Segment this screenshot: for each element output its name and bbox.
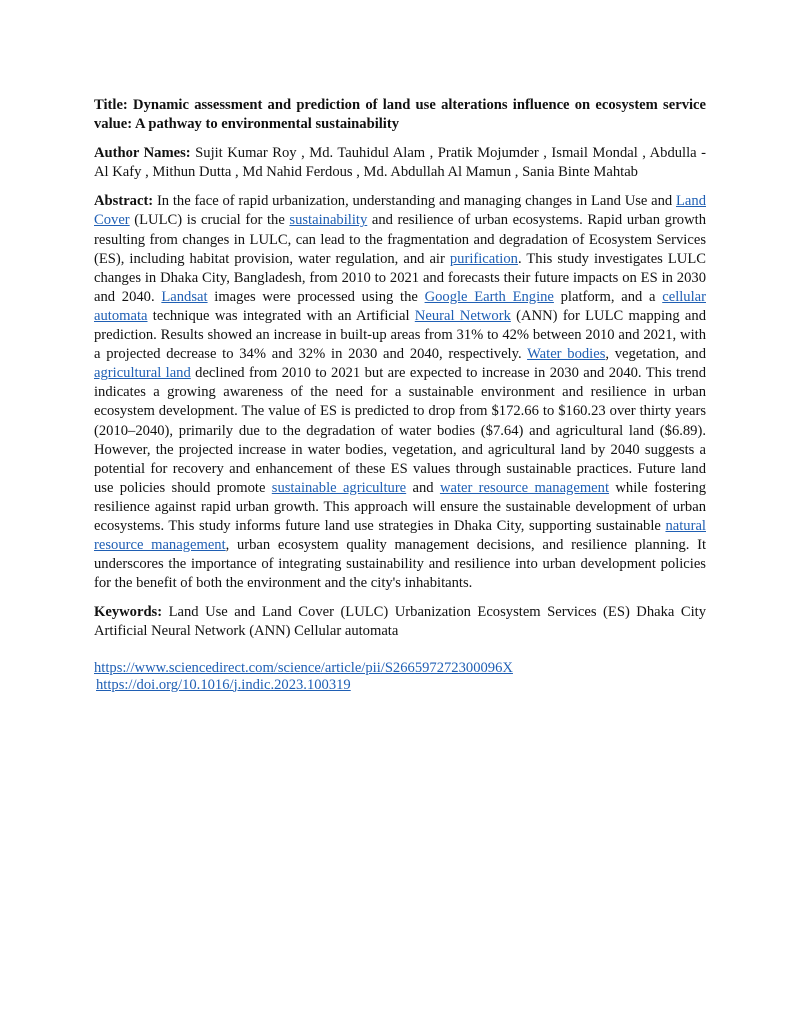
abstract-text: , urban ecosystem quality management decisions, and resilience planning. It underscores the importance of integrating sustainability and resilience into urban development policies for the benefit of both the environment and the city's inhabitants. [94, 537, 706, 592]
abstract-text: In the face of rapid urbanization, understanding and managing changes in Land Use and [156, 193, 676, 210]
abstract-text: and [406, 479, 440, 496]
abstract-paragraph [94, 192, 706, 593]
abstract-link[interactable]: Neural Network [414, 307, 511, 324]
abstract-link[interactable]: sustainable agriculture [271, 479, 407, 496]
authors-text: Sujit Kumar Roy , Md. Tauhidul Alam , Pratik Mojumder , Ismail Mondal , Abdulla - Al Kafy , Mithun Dutta , Md Nahid Ferdous , Md. Abdullah Al Mamun , Sania Binte Mahtab [94, 145, 706, 181]
abstract-text: (LULC) is crucial for the [129, 212, 290, 229]
abstract-link[interactable]: purification [449, 250, 518, 267]
abstract-link[interactable]: agricultural land [94, 365, 191, 382]
abstract-text: declined from 2010 to 2021 but are expected to increase in 2030 and 2040. This trend indicates a growing awareness of the need for a sustainable environment and resilience in urban ecosystem development. The value of ES is predicted to drop from $172.66 to $160.23 over thirty years (2010–2040), primarily due to the degradation of water bodies ($7.64) and agricultural land ($6.89). However, the projected increase in water bodies, vegetation, and agricultural land by 2040 suggests a potential for recovery and enhancement of these ES values through sustainable practices. Future land use policies should promote [94, 365, 707, 496]
abstract-label: Abstract: [94, 193, 154, 210]
reference-links [94, 660, 706, 694]
keywords-text: Land Use and Land Cover (LULC) Urbanization Ecosystem Services (ES) Dhaka City Artificial Neural Network (ANN) Cellular automata [94, 604, 707, 640]
abstract-text: (ANN) for LULC mapping and prediction. Results showed an increase in built-up areas from 31% to 42% between 2010 and 2021, with a projected decrease to 34% and 32% in 2030 and 2040, respectively. [94, 307, 706, 363]
author-names [94, 144, 706, 182]
abstract-text: technique was integrated with an Artificial [147, 307, 415, 324]
abstract-link[interactable]: sustainability [289, 212, 368, 229]
doi-link[interactable]: https://doi.org/10.1016/j.indic.2023.100319 [96, 676, 351, 693]
abstract-text: . This study investigates LULC changes in Dhaka City, Bangladesh, from 2010 to 2021 and forecasts their future impacts on ES in 2030 and 2040. [94, 250, 706, 305]
abstract-text: platform, and a [553, 288, 663, 305]
paper-title [94, 96, 706, 134]
article-url-link[interactable]: https://www.sciencedirect.com/science/article/pii/S266597272300096X [94, 659, 513, 676]
title-label: Title: [94, 97, 128, 113]
title-text: Dynamic assessment and prediction of land use alterations influence on ecosystem service value: A pathway to environmental sustainability [94, 97, 706, 133]
abstract-link[interactable]: natural resource management [94, 517, 706, 554]
abstract-link[interactable]: Water bodies [527, 346, 606, 363]
abstract-link[interactable]: cellular automata [94, 288, 706, 324]
abstract-text: , vegetation, and [605, 346, 706, 363]
abstract-text: while fostering resilience against rapid urban growth. This approach will ensure the sustainable development of urban ecosystems. This study informs future land use strategies in Dhaka City, supporting sustainable [94, 479, 706, 534]
keywords-label: Keywords: [94, 604, 163, 621]
authors-label: Author Names: [94, 145, 191, 162]
abstract-text: images were processed using the [207, 288, 425, 305]
keywords-paragraph [94, 603, 706, 641]
document-page [94, 96, 706, 694]
abstract-link[interactable]: Landsat [161, 288, 208, 305]
abstract-link[interactable]: Google Earth Engine [424, 288, 554, 305]
abstract-link[interactable]: Land Cover [94, 193, 706, 229]
abstract-link[interactable]: water resource management [439, 479, 610, 496]
abstract-text: and resilience of urban ecosystems. Rapid urban growth resulting from changes in LULC, can lead to the fragmentation and degradation of Ecosystem Services (ES), including habitat provision, water regulation, and air [94, 212, 706, 267]
